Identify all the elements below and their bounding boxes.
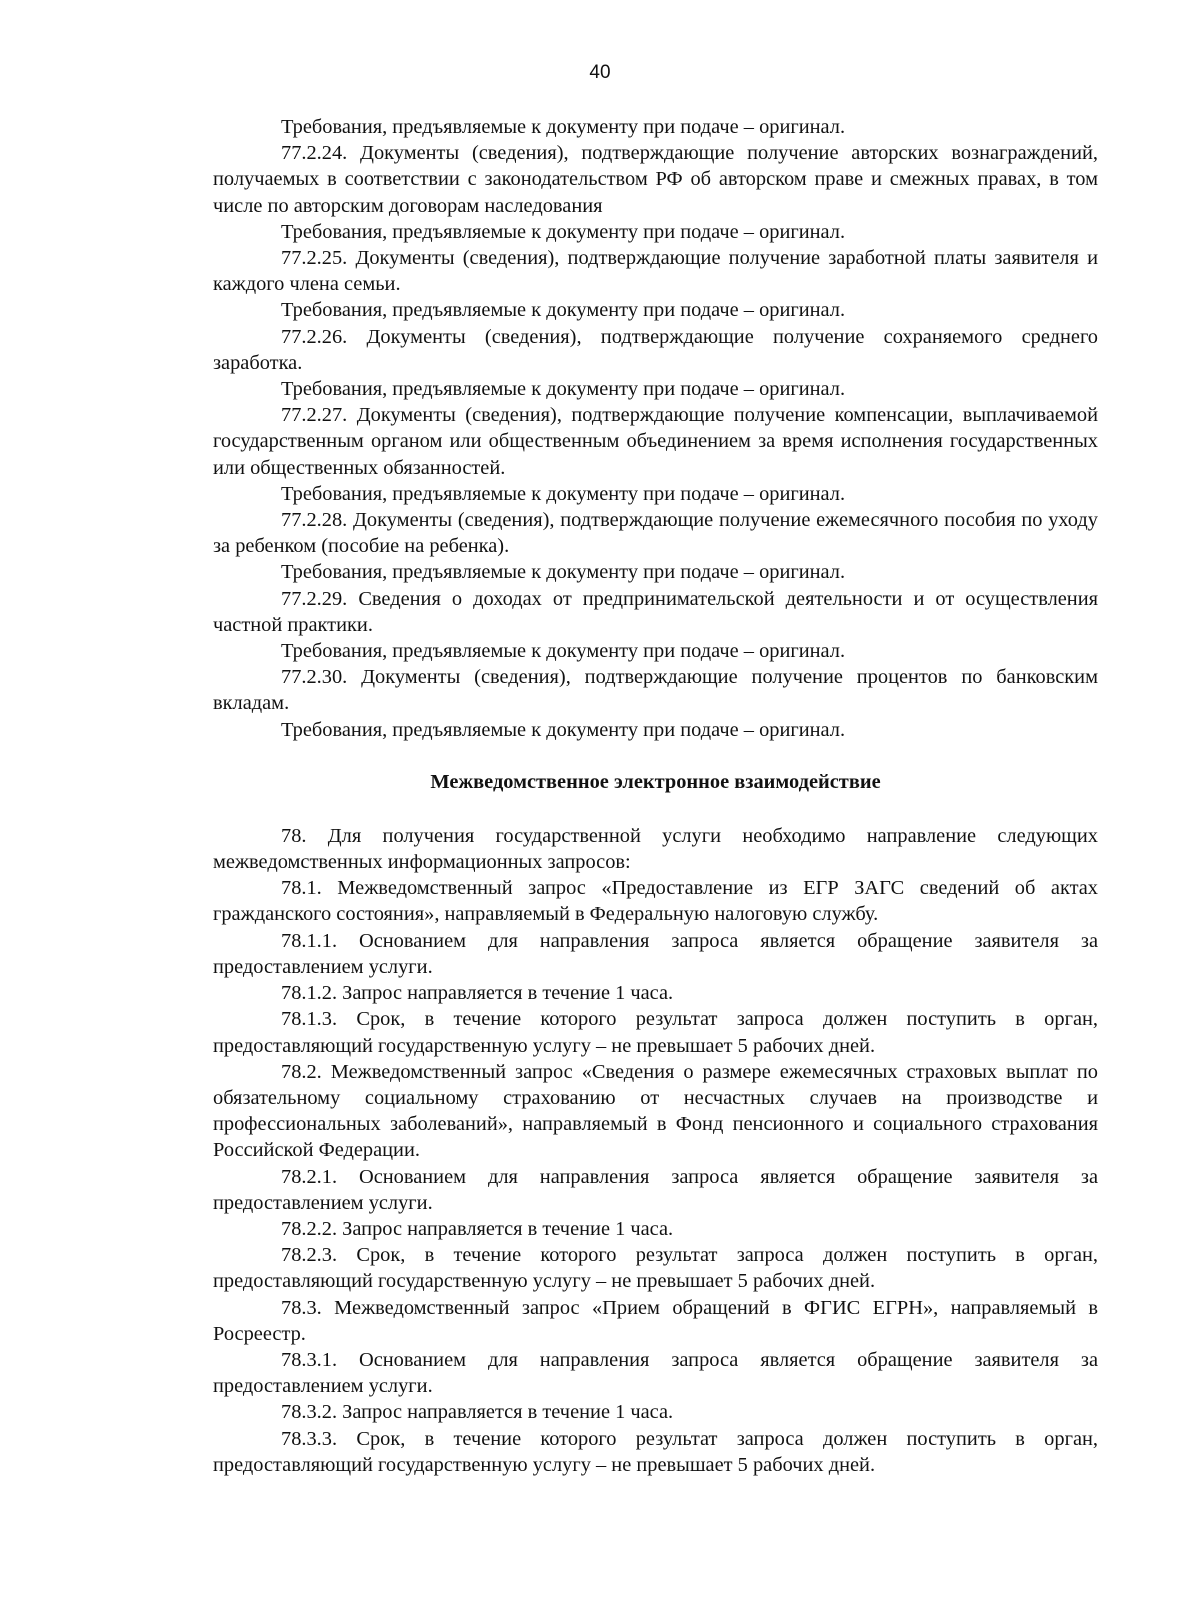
paragraph: Требования, предъявляемые к документу при подаче – оригинал. xyxy=(281,220,846,243)
paragraph: 78.3. Межведомственный запрос «Прием обращений в ФГИС ЕГРН», направляемый в Росреестр. xyxy=(213,1296,1098,1345)
paragraph: 78. Для получения государственной услуги необходимо направление следующих межведомственных информационных запросов: xyxy=(213,824,1098,874)
paragraph: Требования, предъявляемые к документу при подаче – оригинал. xyxy=(281,718,846,741)
paragraph: 78.2. Межведомственный запрос «Сведения о размере ежемесячных страховых выплат по обязательному социальному страхованию от несчастных случаев на производстве и профессиональных заболеваний», направляемый в Фонд пенсионного и социального страхования Российской Федерации. xyxy=(213,1060,1098,1162)
paragraph: 78.3.2. Запрос направляется в течение 1 часа. xyxy=(281,1401,674,1424)
paragraph: 77.2.25. Документы (сведения), подтверждающие получение заработной платы заявителя и каждого члена семьи. xyxy=(213,247,1098,296)
page-number: 40 xyxy=(589,62,611,83)
paragraph: 78.3.1. Основанием для направления запроса является обращение заявителя за предоставлением услуги. xyxy=(213,1348,1098,1398)
paragraph: 77.2.26. Документы (сведения), подтверждающие получение сохраняемого среднего заработка. xyxy=(213,325,1098,374)
section-heading: Межведомственное электронное взаимодействие xyxy=(430,770,881,793)
paragraph: Требования, предъявляемые к документу при подаче – оригинал. xyxy=(281,640,846,663)
paragraph: Требования, предъявляемые к документу при подаче – оригинал. xyxy=(281,299,846,322)
paragraph: 78.2.2. Запрос направляется в течение 1 часа. xyxy=(281,1217,674,1240)
paragraph: 77.2.27. Документы (сведения), подтверждающие получение компенсации, выплачиваемой государственным органом или общественным объединением за время исполнения государственных или общественных обязанностей. xyxy=(213,404,1098,479)
paragraph: 77.2.30. Документы (сведения), подтверждающие получение процентов по банковским вкладам. xyxy=(213,666,1098,715)
paragraph: 78.1.3. Срок, в течение которого результат запроса должен поступить в орган, предоставляющий государственную услугу – не превышает 5 рабочих дней. xyxy=(213,1008,1098,1057)
paragraph: 78.2.3. Срок, в течение которого результат запроса должен поступить в орган, предоставляющий государственную услугу – не превышает 5 рабочих дней. xyxy=(213,1244,1098,1293)
paragraph: 78.1.2. Запрос направляется в течение 1 часа. xyxy=(281,982,674,1005)
paragraph: Требования, предъявляемые к документу при подаче – оригинал. xyxy=(281,561,846,584)
paragraph: 78.1.1. Основанием для направления запроса является обращение заявителя за предоставлением услуги. xyxy=(213,929,1098,978)
paragraph: 77.2.29. Сведения о доходах от предпринимательской деятельности и от осуществления частной практики. xyxy=(213,587,1098,636)
paragraph: 77.2.28. Документы (сведения), подтверждающие получение ежемесячного пособия по уходу за ребенком (пособие на ребенка). xyxy=(213,509,1098,558)
paragraph: 78.3.3. Срок, в течение которого результат запроса должен поступить в орган, предоставляющий государственную услугу – не превышает 5 рабочих дней. xyxy=(213,1427,1098,1476)
paragraph: Требования, предъявляемые к документу при подаче – оригинал. xyxy=(281,116,846,138)
document-body xyxy=(213,114,1098,1478)
paragraph: 78.1. Межведомственный запрос «Предоставление из ЕГР ЗАГС сведений об актах гражданского состояния», направляемый в Федеральную налоговую службу. xyxy=(213,877,1098,926)
paragraph: 77.2.24. Документы (сведения), подтверждающие получение авторских вознаграждений, получаемых в соответствии с законодательством РФ об авторском праве и смежных правах, в том числе по авторским договорам наследования xyxy=(213,142,1098,217)
paragraph: 78.2.1. Основанием для направления запроса является обращение заявителя за предоставлением услуги. xyxy=(213,1165,1098,1214)
paragraph: Требования, предъявляемые к документу при подаче – оригинал. xyxy=(281,378,846,401)
paragraph: Требования, предъявляемые к документу при подаче – оригинал. xyxy=(281,482,846,505)
